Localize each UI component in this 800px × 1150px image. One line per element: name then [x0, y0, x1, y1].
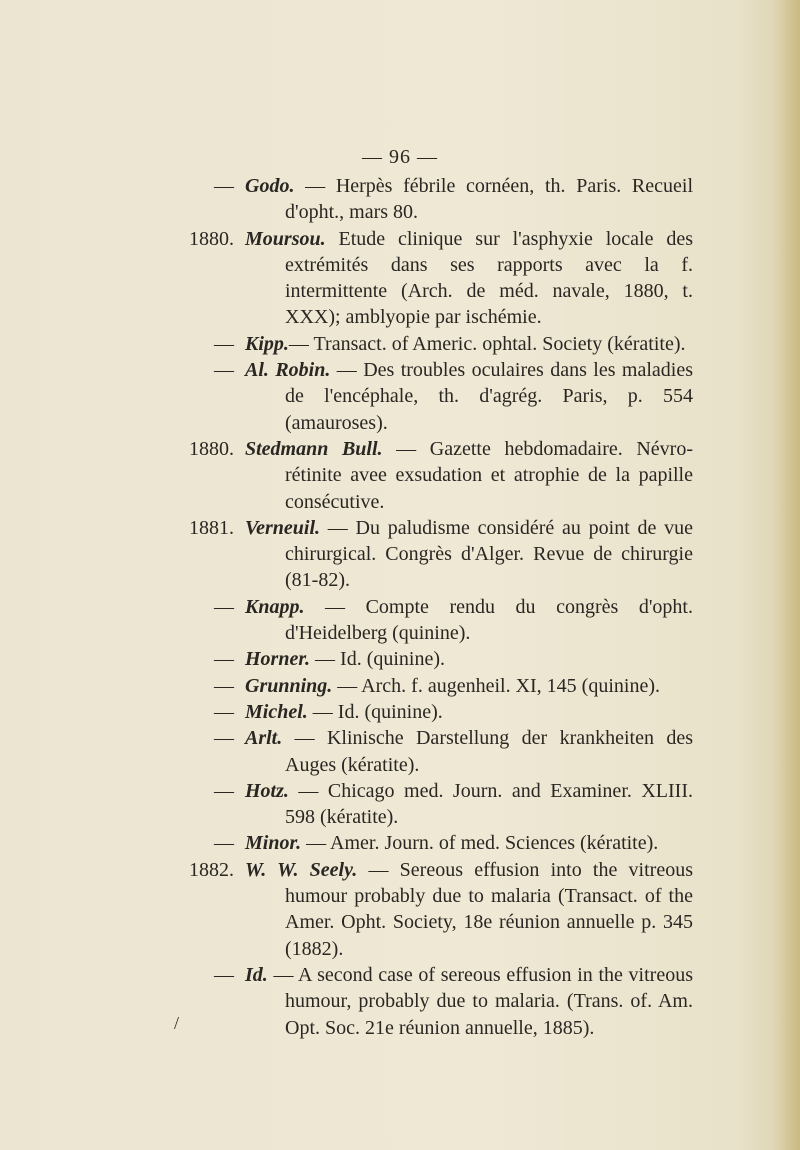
bibliography-entry	[0, 699, 800, 725]
bibliography-entry	[0, 357, 800, 436]
entry-text	[245, 226, 693, 331]
bibliography-entry	[0, 226, 800, 331]
bibliography-entry	[0, 331, 800, 357]
entry-text	[245, 673, 693, 699]
entry-text	[245, 594, 693, 647]
entry-year: 1881.	[189, 516, 234, 539]
entry-text	[245, 962, 693, 1041]
entry-text	[245, 515, 693, 594]
entry-body: — Gazette hebdomadaire. Névro-rétinite avee exsudation et atrophie de la papille consécutive.	[285, 437, 693, 513]
bibliography-list	[0, 173, 800, 1041]
entry-year: 1882.	[189, 858, 234, 881]
bibliography-entry	[0, 673, 800, 699]
entry-text	[245, 357, 693, 436]
entry-body: — Chicago med. Journ. and Examiner. XLIII. 598 (kératite).	[285, 779, 693, 829]
entry-text	[245, 173, 693, 226]
entry-year: —	[214, 700, 234, 723]
entry-body: — Des troubles oculaires dans les maladies de l'encéphale, th. d'agrég. Paris, p. 554 (amauroses).	[285, 359, 693, 434]
entry-author: Stedmann Bull.	[245, 437, 383, 460]
bibliography-entry	[0, 962, 800, 1041]
entry-body: — Compte rendu du congrès d'opht. d'Heidelberg (quinine).	[285, 595, 693, 645]
page-number: — 96 —	[362, 146, 438, 168]
entry-body: — Klinische Darstellung der krankheiten des Auges (kératite).	[282, 727, 693, 776]
entry-body: — Transact. of Americ. ophtal. Society (kératite).	[288, 332, 686, 355]
entry-text	[245, 331, 693, 357]
bibliography-entry	[0, 173, 800, 226]
entry-body: — Sereous effusion into the vitreous humour probably due to malaria (Transact. of the Amer. Opht. Society, 18e réunion annuelle p. 345 (1882).	[285, 858, 693, 960]
entry-body: — Du paludisme considéré au point de vue chirurgical. Congrès d'Alger. Revue de chirurgie (81-82).	[285, 516, 693, 592]
entry-year: —	[214, 332, 234, 355]
bibliography-entry	[0, 436, 800, 515]
entry-year: —	[214, 595, 234, 618]
bibliography-entry	[0, 725, 800, 778]
entry-author: Moursou.	[245, 227, 326, 250]
entry-author: Kipp.	[245, 332, 289, 355]
entry-body: — A second case of sereous effusion in the vitreous humour, probably due to malaria. (Trans. of. Am. Opt. Soc. 21e réunion annuelle, 1885).	[267, 963, 693, 1039]
entry-body: — Arch. f. augenheil. XI, 145 (quinine).	[332, 674, 660, 697]
entry-year: —	[214, 175, 234, 197]
entry-author: Id.	[245, 963, 268, 986]
stray-pencil-mark: /	[174, 1013, 180, 1033]
entry-author: Horner.	[245, 648, 311, 671]
entry-author: Verneuil.	[245, 516, 321, 539]
entry-body: — Herpès fébrile cornéen, th. Paris. Recueil d'opht., mars 80.	[285, 175, 693, 224]
entry-author: Godo.	[245, 175, 295, 197]
entry-author: Minor.	[245, 832, 302, 855]
entry-year: —	[214, 727, 234, 750]
entry-year: —	[214, 674, 234, 697]
entry-year: —	[214, 963, 234, 986]
entry-author: Al. Robin.	[245, 359, 331, 382]
bibliography-entry	[0, 830, 800, 856]
entry-text	[245, 778, 693, 831]
entry-author: Knapp.	[245, 595, 305, 618]
entry-year: —	[214, 832, 234, 855]
entry-year: —	[214, 648, 234, 671]
entry-text	[245, 830, 693, 856]
bibliography-entry	[0, 857, 800, 962]
entry-text	[245, 699, 693, 725]
entry-body: — Amer. Journ. of med. Sciences (kératite).	[301, 832, 659, 855]
entry-year: —	[214, 779, 234, 802]
entry-author: Grunning.	[245, 674, 333, 697]
entry-year: 1880.	[189, 437, 234, 460]
entry-year: 1880.	[189, 227, 234, 250]
bibliography-entry	[0, 594, 800, 647]
entry-body: Etude clinique sur l'asphyxie locale des extrémités dans ses rapports avec la f. intermittente (Arch. de méd. navale, 1880, t. XXX); amblyopie par ischémie.	[285, 227, 693, 329]
entry-author: Hotz.	[245, 779, 289, 802]
bibliography-entry	[0, 778, 800, 831]
entry-text	[245, 857, 693, 962]
entry-text	[245, 646, 693, 672]
entry-body: — Id. (quinine).	[307, 700, 443, 723]
bibliography-entry	[0, 515, 800, 594]
entry-author: Arlt.	[245, 727, 283, 750]
entry-author: Michel.	[245, 700, 308, 723]
entry-body: — Id. (quinine).	[310, 648, 446, 671]
bibliography-entry	[0, 646, 800, 672]
entry-year: —	[214, 359, 234, 382]
entry-text	[245, 436, 693, 515]
entry-text	[245, 725, 693, 778]
entry-author: W. W. Seely.	[245, 858, 358, 881]
